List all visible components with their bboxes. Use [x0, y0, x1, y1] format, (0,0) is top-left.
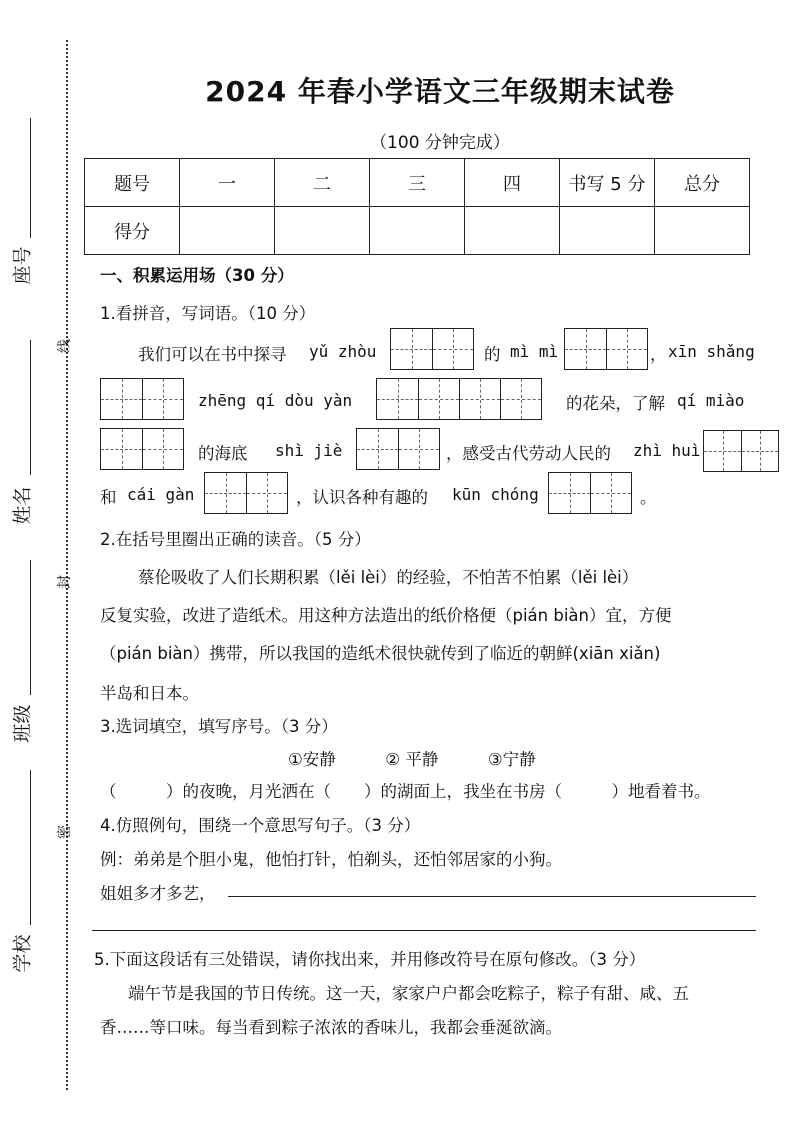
question-title: 3.选词填空，填写序号。（3 分）: [100, 717, 338, 736]
class-label: 班级: [11, 704, 34, 743]
passage-line[interactable]: （pián biàn）携带，所以我国的造纸术很快就传到了临近的朝鲜(xiān xiǎn): [100, 644, 661, 663]
answer-grid[interactable]: [356, 428, 440, 470]
answer-grid[interactable]: [100, 428, 184, 470]
answer-grid[interactable]: [703, 430, 779, 472]
answer-line[interactable]: [92, 930, 756, 931]
answer-line[interactable]: [228, 896, 756, 897]
score-table-row: [85, 159, 750, 207]
answer-grid[interactable]: [390, 328, 474, 370]
page-title: 2024 年春小学语文三年级期末试卷: [205, 75, 675, 108]
passage-line: 半岛和日本。: [100, 684, 199, 703]
binding-mark-xian: 线: [57, 339, 73, 353]
pinyin-prompt: shì jiè: [275, 441, 343, 460]
table-cell: 总分: [655, 159, 750, 207]
seat-label: 座号: [11, 246, 34, 285]
table-cell: 得分: [85, 207, 180, 255]
answer-grid[interactable]: [100, 378, 184, 420]
class-line: [30, 560, 31, 695]
pinyin-prompt: zhēng qí dòu yàn: [198, 391, 353, 410]
name-line: [30, 340, 31, 475]
page-subtitle: （100 分钟完成）: [370, 133, 510, 153]
seat-line: [30, 118, 31, 238]
score-input-cell[interactable]: [465, 207, 560, 255]
score-input-cell[interactable]: [560, 207, 655, 255]
passage-line[interactable]: 蔡伦吸收了人们长期积累（lěi lèi）的经验，不怕苦不怕累（lěi lèi）: [138, 568, 639, 587]
q1-text: 的花朵，了解: [566, 394, 665, 413]
name-label: 姓名: [11, 486, 34, 525]
table-cell: 四: [465, 159, 560, 207]
pinyin-prompt: mì mì: [510, 342, 559, 361]
passage-line[interactable]: 香……等口味。每当看到粽子浓浓的香味儿，我都会垂涎欲滴。: [100, 1018, 562, 1037]
pinyin-prompt: cái gàn: [127, 485, 195, 504]
question-title: 5.下面这段话有三处错误，请你找出来，并用修改符号在原句修改。（3 分）: [94, 950, 646, 969]
pinyin-prompt: kūn chóng: [452, 485, 539, 504]
question-title: 1.看拼音，写词语。（10 分）: [100, 304, 316, 323]
table-cell: 题号: [85, 159, 180, 207]
fill-in-sentence[interactable]: （ ）的夜晚，月光洒在（ ）的湖面上，我坐在书房（ ）地看着书。: [100, 782, 711, 801]
answer-grid[interactable]: [548, 472, 632, 514]
q1-text: 的海底: [198, 444, 248, 463]
score-table-row: [85, 207, 750, 255]
question-title: 4.仿照例句，围绕一个意思写句子。（3 分）: [100, 816, 421, 835]
word-options: ①安静 ② 平静 ③宁静: [288, 750, 536, 769]
table-cell: 一: [180, 159, 275, 207]
binding-mark-mi: 密: [57, 825, 73, 839]
q1-text: 。: [640, 488, 657, 507]
question-title: 2.在括号里圈出正确的读音。（5 分）: [100, 530, 371, 549]
answer-grid[interactable]: [204, 472, 288, 514]
school-line: [30, 770, 31, 925]
table-cell: 书写 5 分: [560, 159, 655, 207]
binding-dotted-line: [66, 40, 68, 1090]
section-heading: 一、积累运用场（30 分）: [100, 266, 294, 285]
score-input-cell[interactable]: [275, 207, 370, 255]
score-input-cell[interactable]: [655, 207, 750, 255]
pinyin-prompt: xīn shǎng: [668, 342, 755, 361]
score-input-cell[interactable]: [370, 207, 465, 255]
q1-text: 我们可以在书中探寻: [138, 345, 287, 364]
pinyin-prompt: yǔ zhòu: [309, 342, 377, 361]
school-label: 学校: [11, 934, 34, 973]
passage-line[interactable]: 反复实验，改进了造纸术。用这种方法造出的纸价格便（pián biàn）宜，方便: [100, 606, 672, 625]
score-input-cell[interactable]: [180, 207, 275, 255]
q1-text: ，: [650, 345, 667, 364]
pinyin-prompt: qí miào: [677, 391, 745, 410]
write-prompt: 姐姐多才多艺，: [100, 884, 216, 903]
q1-text: 的: [484, 345, 501, 364]
table-cell: 三: [370, 159, 465, 207]
pinyin-prompt: zhì huì: [633, 441, 701, 460]
table-cell: 二: [275, 159, 370, 207]
q1-text: ，感受古代劳动人民的: [446, 444, 611, 463]
q1-text: ，认识各种有趣的: [296, 488, 428, 507]
q1-text: 和: [100, 488, 117, 507]
passage-line[interactable]: 端午节是我国的节日传统。这一天，家家户户都会吃粽子，粽子有甜、咸、五: [128, 984, 689, 1003]
answer-grid[interactable]: [376, 378, 542, 420]
answer-grid[interactable]: [564, 328, 648, 370]
score-table: [84, 158, 750, 255]
binding-mark-feng: 封: [57, 575, 73, 589]
example-sentence: 例：弟弟是个胆小鬼，他怕打针，怕剃头，还怕邻居家的小狗。: [100, 850, 562, 869]
